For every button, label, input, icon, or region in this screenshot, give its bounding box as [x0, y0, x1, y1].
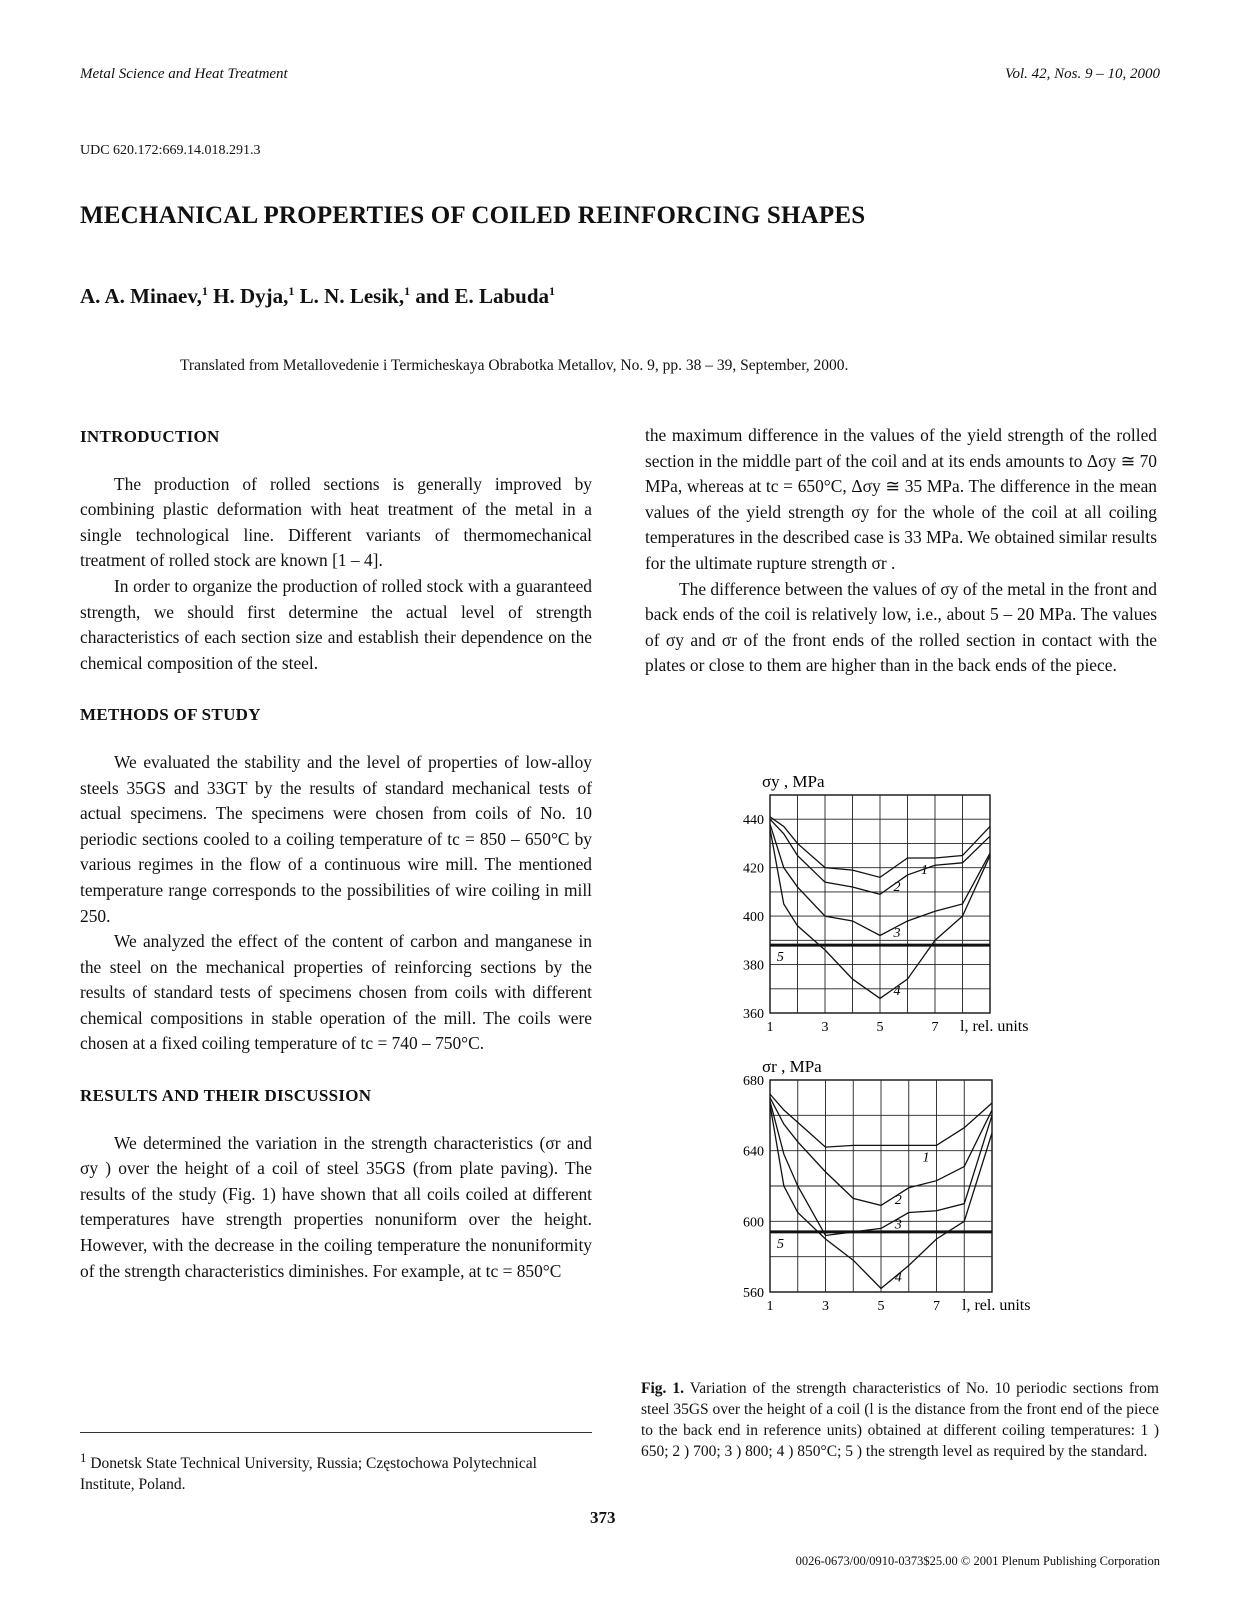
- section-heading: INTRODUCTION: [80, 427, 220, 446]
- series-label: 1: [921, 862, 928, 878]
- section-heading: METHODS OF STUDY: [80, 705, 261, 725]
- paragraph: The difference between the values of σy of the metal in the front and back ends of the coil is relatively low, i.e., about 5 – 20 MPa. The values of σy and σr of the front ends of the rolled section in contact with the plates or close to them are higher than in the back ends of the piece.: [645, 578, 1157, 676]
- y-tick-label: 420: [743, 861, 764, 877]
- y-tick-label: 400: [743, 910, 764, 926]
- affil-mark: 1: [549, 284, 556, 298]
- copyright-line: 0026-0673/00/0910-0373$25.00 © 2001 Plenum Publishing Corporation: [795, 1554, 1160, 1568]
- translation-note: Translated from Metallovedenie i Termicheskaya Obrabotka Metallov, No. 9, pp. 38 – 39, September, 2000.: [180, 357, 849, 374]
- paragraph: The production of rolled sections is generally improved by combining plastic deformation with heat treatment of the metal in a single technological line. Different variants of thermomechanical treatment of rolled stock are known [1 – 4].: [80, 473, 592, 571]
- series-label: 5: [776, 1236, 784, 1252]
- paragraph: We analyzed the effect of the content of carbon and manganese in the steel on the mechanical properties of reinforcing sections by the results of standard tests of specimens chosen from coils with different chemical compositions in stable operation of the mill. The coils were chosen at a fixed coiling temperature of tc = 740 – 750°C.: [80, 931, 592, 1054]
- paper-title: MECHANICAL PROPERTIES OF COILED REINFORCING SHAPES: [80, 202, 866, 229]
- author-name: L. N. Lesik,: [299, 284, 405, 308]
- volume-info: Vol. 42, Nos. 9 – 10, 2000: [1004, 66, 1160, 82]
- series-label: 4: [893, 984, 901, 1000]
- authors: [80, 284, 555, 309]
- y-tick-label: 380: [743, 958, 764, 974]
- y-axis-label: σr , MPa: [762, 1057, 822, 1076]
- x-axis-label: l, rel. units: [960, 1018, 1029, 1035]
- right-column: [645, 423, 1157, 679]
- series-label: 3: [893, 925, 901, 941]
- x-tick-label: 3: [821, 1020, 829, 1035]
- affil-mark: 1: [201, 284, 208, 298]
- series-label: 5: [776, 950, 784, 966]
- y-tick-label: 360: [743, 1007, 764, 1022]
- figure-1: [740, 775, 1070, 1345]
- x-tick-label: 1: [766, 1020, 774, 1035]
- footnote-rule: [80, 1432, 592, 1433]
- y-tick-label: 560: [743, 1286, 764, 1301]
- y-axis-label: σy , MPa: [762, 775, 825, 791]
- author-name: H. Dyja,: [213, 284, 289, 308]
- footnote-mark: 1: [80, 1450, 87, 1465]
- series-label: 3: [894, 1217, 902, 1233]
- journal-name: Metal Science and Heat Treatment: [80, 66, 288, 82]
- udc-code: UDC 620.172:669.14.018.291.3: [80, 143, 261, 158]
- series-label: 2: [893, 879, 901, 895]
- paragraph: We determined the variation in the strength characteristics (σr and σy ) over the height of a coil of steel 35GS (from plate paving). The results of the study (Fig. 1) have shown that all coils coiled at different temperatures have strength properties nonuniform over the height. However, with the decrease in the coiling temperature the nonuniformity of the strength characteristics diminishes. For example, at tc = 850°C: [80, 1132, 592, 1281]
- author-name: and E. Labuda: [415, 284, 550, 308]
- section-heading: RESULTS AND THEIR DISCUSSION: [80, 1086, 372, 1106]
- caption-label: Fig. 1.: [641, 1380, 685, 1397]
- chart-yield-strength: [743, 775, 1028, 1035]
- paragraph: the maximum difference in the values of the yield strength of the rolled section in the middle part of the coil and at its ends amounts to Δσy ≅ 70 MPa, whereas at tc = 650°C, Δσy ≅ 35 MPa. The difference in the mean values of the yield strength σy for the whole of the coil at all coiling temperatures in the described case is 33 MPa. We obtained similar results for the ultimate rupture strength σr .: [645, 425, 1157, 573]
- caption-text: Variation of the strength characteristics of No. 10 periodic sections from steel 35GS over the height of a coil (l is the distance from the front end of the piece to the back end in reference units) obtained at different coiling temperatures: 1 ) 650; 2 ) 700; 3 ) 800; 4 ) 850°C; 5 ) the strength level as required by the standard.: [641, 1380, 1159, 1460]
- figure-caption: [641, 1378, 1159, 1462]
- affil-mark: 1: [404, 284, 411, 298]
- left-column: [80, 424, 592, 1284]
- x-tick-label: 3: [822, 1299, 829, 1314]
- x-tick-label: 5: [876, 1020, 884, 1035]
- y-tick-label: 680: [743, 1074, 764, 1089]
- x-axis-label: l, rel. units: [962, 1297, 1031, 1314]
- paragraph: We evaluated the stability and the level of properties of low-alloy steels 35GS and 33GT by the results of standard mechanical tests of actual specimens. The specimens were chosen from coils of No. 10 periodic sections cooled to a coiling temperature of tc = 850 – 650°C by various regimes in the flow of a continuous wire mill. The mentioned temperature range corresponds to the possibilities of wire coiling in mill 250.: [80, 751, 592, 926]
- paragraph: In order to organize the production of rolled stock with a guaranteed strength, we should first determine the actual level of strength characteristics of each section size and establish their dependence on the chemical composition of the steel.: [80, 575, 592, 673]
- x-tick-label: 5: [877, 1299, 885, 1314]
- author-name: A. A. Minaev,: [80, 284, 202, 308]
- series-label: 4: [894, 1270, 902, 1286]
- affil-mark: 1: [288, 284, 295, 298]
- chart-rupture-strength: [743, 1057, 1030, 1314]
- y-tick-label: 440: [743, 813, 764, 829]
- page-number: 373: [590, 1508, 616, 1527]
- x-tick-label: 1: [766, 1299, 774, 1314]
- footnote: [80, 1447, 592, 1495]
- y-tick-label: 640: [743, 1144, 764, 1160]
- footnote-text: Donetsk State Technical University, Russia; Częstochowa Polytechnical Institute, Poland.: [80, 1455, 537, 1494]
- series-label: 2: [894, 1192, 902, 1208]
- series-label: 1: [922, 1150, 930, 1166]
- x-tick-label: 7: [931, 1020, 939, 1035]
- x-tick-label: 7: [933, 1299, 940, 1314]
- y-tick-label: 600: [743, 1215, 764, 1231]
